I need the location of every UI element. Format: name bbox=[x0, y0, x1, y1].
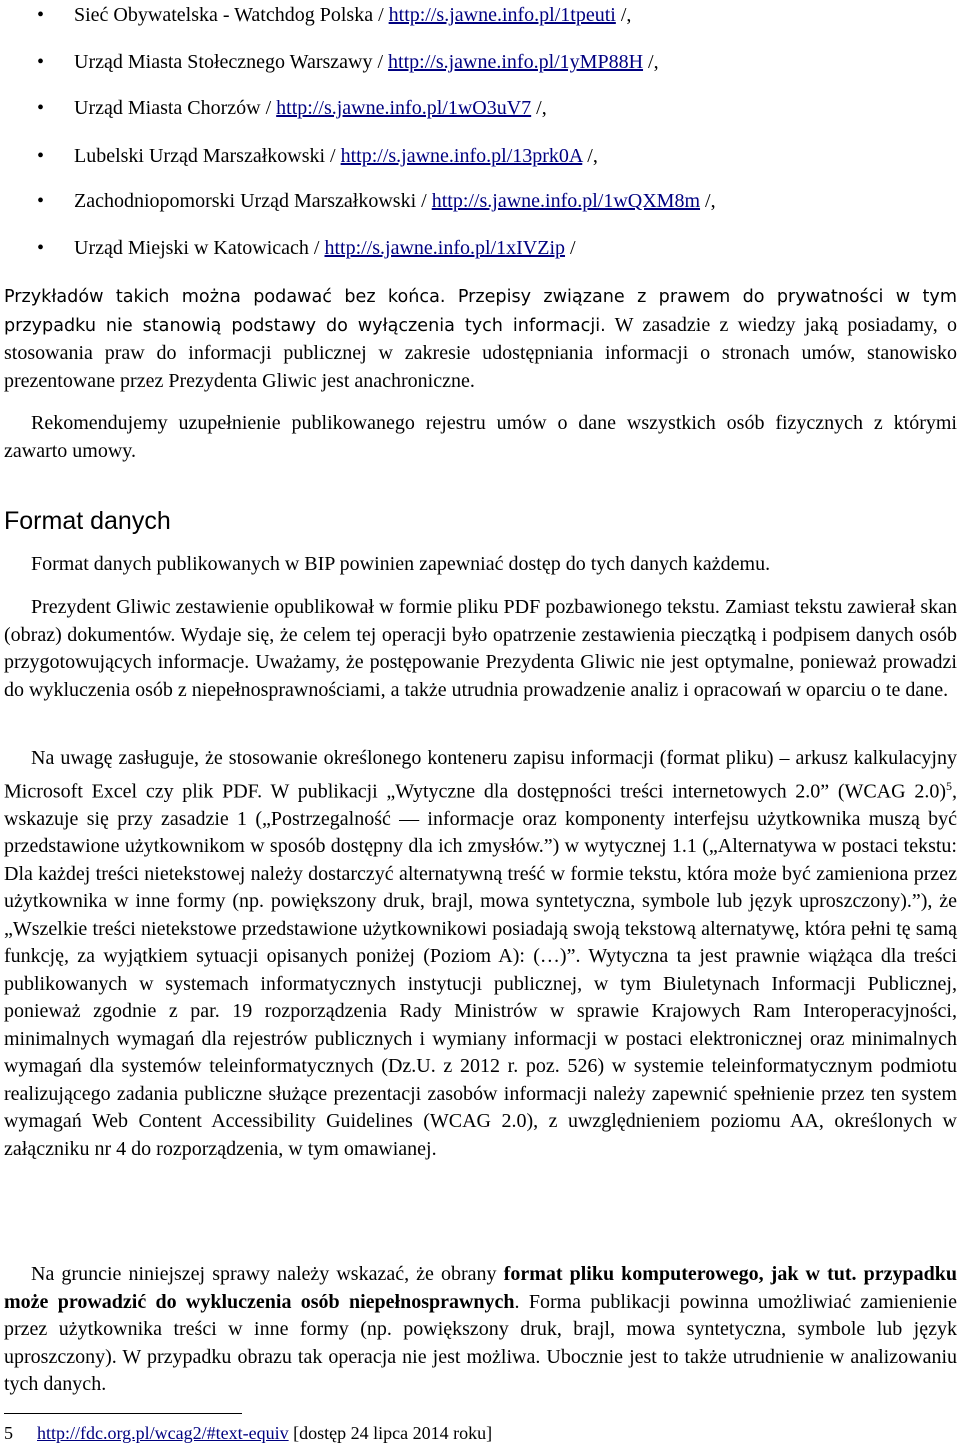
list-item-label: Zachodniopomorski Urząd Marszałkowski / bbox=[74, 190, 432, 212]
bullet: • bbox=[37, 97, 45, 119]
emphasis: format pliku komputerowego, jak w tut. przypadku może prowadzić do wykluczenia osób niepełnosprawnych bbox=[4, 1263, 957, 1313]
link[interactable]: http://s.jawne.info.pl/1tpeuti bbox=[388, 4, 616, 26]
footnote-text: [dostęp 24 lipca 2014 roku] bbox=[288, 1423, 493, 1443]
list-item-label: Urząd Miasta Stołecznego Warszawy / bbox=[74, 51, 389, 73]
link[interactable]: http://s.jawne.info.pl/1yMP88H bbox=[388, 51, 644, 73]
link[interactable]: http://s.jawne.info.pl/1wO3uV7 bbox=[276, 97, 532, 119]
document-page: • Sieć Obywatelska - Watchdog Polska / http://s.jawne.info.pl/1tpeuti /, • Urząd Miasta Stołecznego Warszawy / http://s.jawne.info.pl/1yMP88H /, • Urząd Miasta Chorzów / http://s.jawne.info.pl/1wO3uV7 /, • Lubelski Urząd Marszałkowski / http://s.jawne.info.pl/13prk0A /, • Zachodniopomorski Urząd Marszałkowski / http://s.jawne.info.pl/1wQXM8m /, • Urząd Miejski w Katowicach / http://s.jawne.info.pl/1xIVZip / Przykładów takich można podawać bez końca. Przepisy związane z prawem do prywatności w tym przypadku nie stanowią podstawy do wyłączenia tych informacji. W zasadzie z wiedzy jaką posiadamy, o stosowania praw do informacji publicznej w zakresie udostępniania informacji o stronach umów, stanowisko prezentowane przez Prezydenta Gliwic jest anachroniczne. Rekomendujemy uzupełnienie publikowanego rejestru umów o dane wszystkich osób fizycznych z którymi zawarto umowy. Format danych Format danych publikowanych w BIP powinien zapewniać dostęp do tych danych każdemu. Prezydent Gliwic zestawienie opublikował w formie pliku PDF pozbawionego tekstu. Zamiast tekstu zawierał skan (obraz) dokumentów. Wydaje się, że celem tej operacji było opatrzenie zestawienia pieczątką i podpisem danych osób przygotowujących informacje. Uważamy, że postępowanie Prezydenta Gliwic nie jest optymalne, ponieważ prowadzi do wykluczenia osób z niepełnosprawnościami, a także utrudnia prowadzenie analiz i opracowań w oparciu o te dane. Na uwagę zasługuje, że stosowanie określonego konteneru zapisu informacji (format pliku) – arkusz kalkulacyjny Microsoft Excel czy plik PDF. W publikacji „Wytyczne dla dostępności treści internetowych 2.0” (WCAG 2.0)$^5$, wskazuje się przy zasadzie 1 („Postrzegalność — informacje oraz komponenty interfejsu użytkownika muszą być przedstawione użytkownikom w sposób dostępny dla ich zmysłów.”) w wytycznej 1.1 („Alternatywa w postaci tekstu: Dla każdej treści nietekstowej należy dostarczyć alternatywną treść w formie tekstu, która może być zamieniona przez użytkownika w inne formy (np. powiększony druk, brajl, mowa syntetyczna, symbole lub język uproszczony).”), że „Wszelkie treści nietekstowe przedstawione użytkownikowi posiadają swoją tekstową alternatywę, która pełni tę samą funkcję, za wyjątkiem sytuacji opisanych poniżej (Poziom A): (…)”. Wytyczna ta jest prawnie wiążąca dla treści publikowanych w systemach informatycznych instytucji publicznej, w tym Biuletynach Informacji Publicznej, ponieważ zgodnie z par. 19 rozporządzenia Rady Ministrów w sprawie Krajowych Ram Interoperacyjności, minimalnych wymagań dla rejestrów publicznych i wymiany informacji w postaci elektronicznej oraz minimalnych wymagań dla systemów teleinformatycznych (Dz.U. z 2012 r. poz. 526) w systemie teleinformatycznym podmiotu realizującego zadania publiczne służące prezentacji zasobów informacji należy zapewnić spełnienie przez ten system wymagań Web Content Accessibility Guidelines (WCAG 2.0), z uwzględnieniem poziomu AA, określonych w załączniku nr 4 do rozporządzenia, w tym omawianej. Na gruncie niniejszej sprawy należy wskazać, że obrany format pliku komputerowego, jak w tut. przypadku może prowadzić do wykluczenia osób niepełnosprawnych. Forma publikacji powinna umożliwiać zamienienie przez użytkownika treści w inne formy (np. powiększony druk, brajl, mowa syntetyczna, symbole lub język uproszczony). W przypadku obrazu tak operacja nie jest możliwa. Ubocznie jest to także utrudnienie w analizowaniu tych danych. 5 http://fdc.org.pl/wcag2/#text-equiv [dostęp 24 lipca 2014 roku] bbox=[0, 0, 960, 1449]
bullet: • bbox=[37, 4, 45, 26]
footnote-separator bbox=[4, 1413, 242, 1414]
footnote-ref: 5 bbox=[946, 778, 952, 793]
paragraph-pdf: Prezydent Gliwic zestawienie opublikował w formie pliku PDF pozbawionego tekstu. Zamiast tekstu zawierał skan (obraz) dokumentów. Wydaje się, że celem tej operacji było opatrzenie zestawienia pieczątką i podpisem danych osób przygotowujących informacje. Uważamy, że postępowanie Prezydenta Gliwic nie jest optymalne, ponieważ prowadzi do wykluczenia osób z niepełnosprawnościami, a także utrudnia prowadzenie analiz i opracowań w oparciu o te dane. bbox=[4, 596, 957, 701]
link[interactable]: http://s.jawne.info.pl/1xIVZip bbox=[324, 237, 566, 259]
list-item-label: Urząd Miejski w Katowicach / bbox=[74, 237, 325, 259]
bullet: • bbox=[37, 190, 45, 212]
paragraph-format: Format danych publikowanych w BIP powinien zapewniać dostęp do tych danych każdemu. bbox=[31, 553, 771, 575]
paragraph-privacy bbox=[4, 283, 957, 395]
bullet: • bbox=[37, 51, 45, 73]
paragraph-conclusion: Na gruncie niniejszej sprawy należy wskazać, że obrany format pliku komputerowego, jak w tut. przypadku może prowadzić do wykluczenia osób niepełnosprawnych. Forma publikacji powinna umożliwiać zamienienie przez użytkownika treści w inne formy (np. powiększony druk, brajl, mowa syntetyczna, symbole lub język uproszczony). W przypadku obrazu tak operacja nie jest możliwa. Ubocznie jest to także utrudnienie w analizowaniu tych danych. bbox=[4, 1263, 957, 1395]
list-item-label: Lubelski Urząd Marszałkowski / bbox=[74, 145, 341, 167]
footnote-link[interactable]: http://fdc.org.pl/wcag2/#text-equiv bbox=[37, 1423, 289, 1443]
link[interactable]: http://s.jawne.info.pl/1wQXM8m bbox=[431, 190, 701, 212]
bullet: • bbox=[37, 145, 45, 167]
bullet: • bbox=[37, 237, 45, 259]
paragraph-wcag: Na uwagę zasługuje, że stosowanie określonego konteneru zapisu informacji (format pliku) – arkusz kalkulacyjny Microsoft Excel czy plik PDF. W publikacji „Wytyczne dla dostępności treści internetowych 2.0” (WCAG 2.0)$^5$, wskazuje się przy zasadzie 1 („Postrzegalność — informacje oraz komponenty interfejsu użytkownika muszą być przedstawione użytkownikom w sposób dostępny dla ich zmysłów.”) w wytycznej 1.1 („Alternatywa w postaci tekstu: Dla każdej treści nietekstowej należy dostarczyć alternatywną treść w formie tekstu, która może być zamieniona przez użytkownika w inne formy (np. powiększony druk, brajl, mowa syntetyczna, symbole lub język uproszczony).”), że „Wszelkie treści nietekstowe przedstawione użytkownikowi posiadają swoją tekstową alternatywę, która pełni tę samą funkcję, za wyjątkiem sytuacji opisanych poniżej (Poziom A): (…)”. Wytyczna ta jest prawnie wiążąca dla treści publikowanych w systemach informatycznych instytucji publicznej, w tym Biuletynach Informacji Publicznej, ponieważ zgodnie z par. 19 rozporządzenia Rady Ministrów w sprawie Krajowych Ram Interoperacyjności, minimalnych wymagań dla rejestrów publicznych i wymiany informacji w postaci elektronicznej oraz minimalnych wymagań dla systemów teleinformatycznych (Dz.U. z 2012 r. poz. 526) w systemie teleinformatycznym podmiotu realizującego zadania publiczne służące prezentacji zasobów informacji należy zapewnić spełnienie przez ten system wymagań Web Content Accessibility Guidelines (WCAG 2.0), z uwzględnieniem poziomu AA, określonych w załączniku nr 4 do rozporządzenia, w tym omawianej. bbox=[4, 747, 957, 1160]
paragraph-sans-part: Przykładów takich można podawać bez końca. Przepisy związane z prawem do prywatności w tym przypadku nie stanowią podstawy do wyłączenia tych informacji. bbox=[4, 287, 957, 336]
list-item-label: Sieć Obywatelska - Watchdog Polska / bbox=[74, 4, 389, 26]
section-heading: Format danych bbox=[4, 507, 171, 535]
footnote-number: 5 bbox=[4, 1423, 13, 1443]
link[interactable]: http://s.jawne.info.pl/13prk0A bbox=[340, 145, 583, 167]
list-item-label: Urząd Miasta Chorzów / bbox=[74, 97, 277, 119]
paragraph-recommendation: Rekomendujemy uzupełnienie publikowanego rejestru umów o dane wszystkich osób fizycznych z którymi zawarto umowy. bbox=[4, 412, 957, 462]
paragraph-serif-part: W zasadzie z wiedzy jaką posiadamy, o stosowania praw do informacji publicznej w zakresie udostępniania informacji o stronach umów, stanowisko prezentowane przez Prezydenta Gliwic jest anachroniczne. bbox=[4, 313, 958, 392]
